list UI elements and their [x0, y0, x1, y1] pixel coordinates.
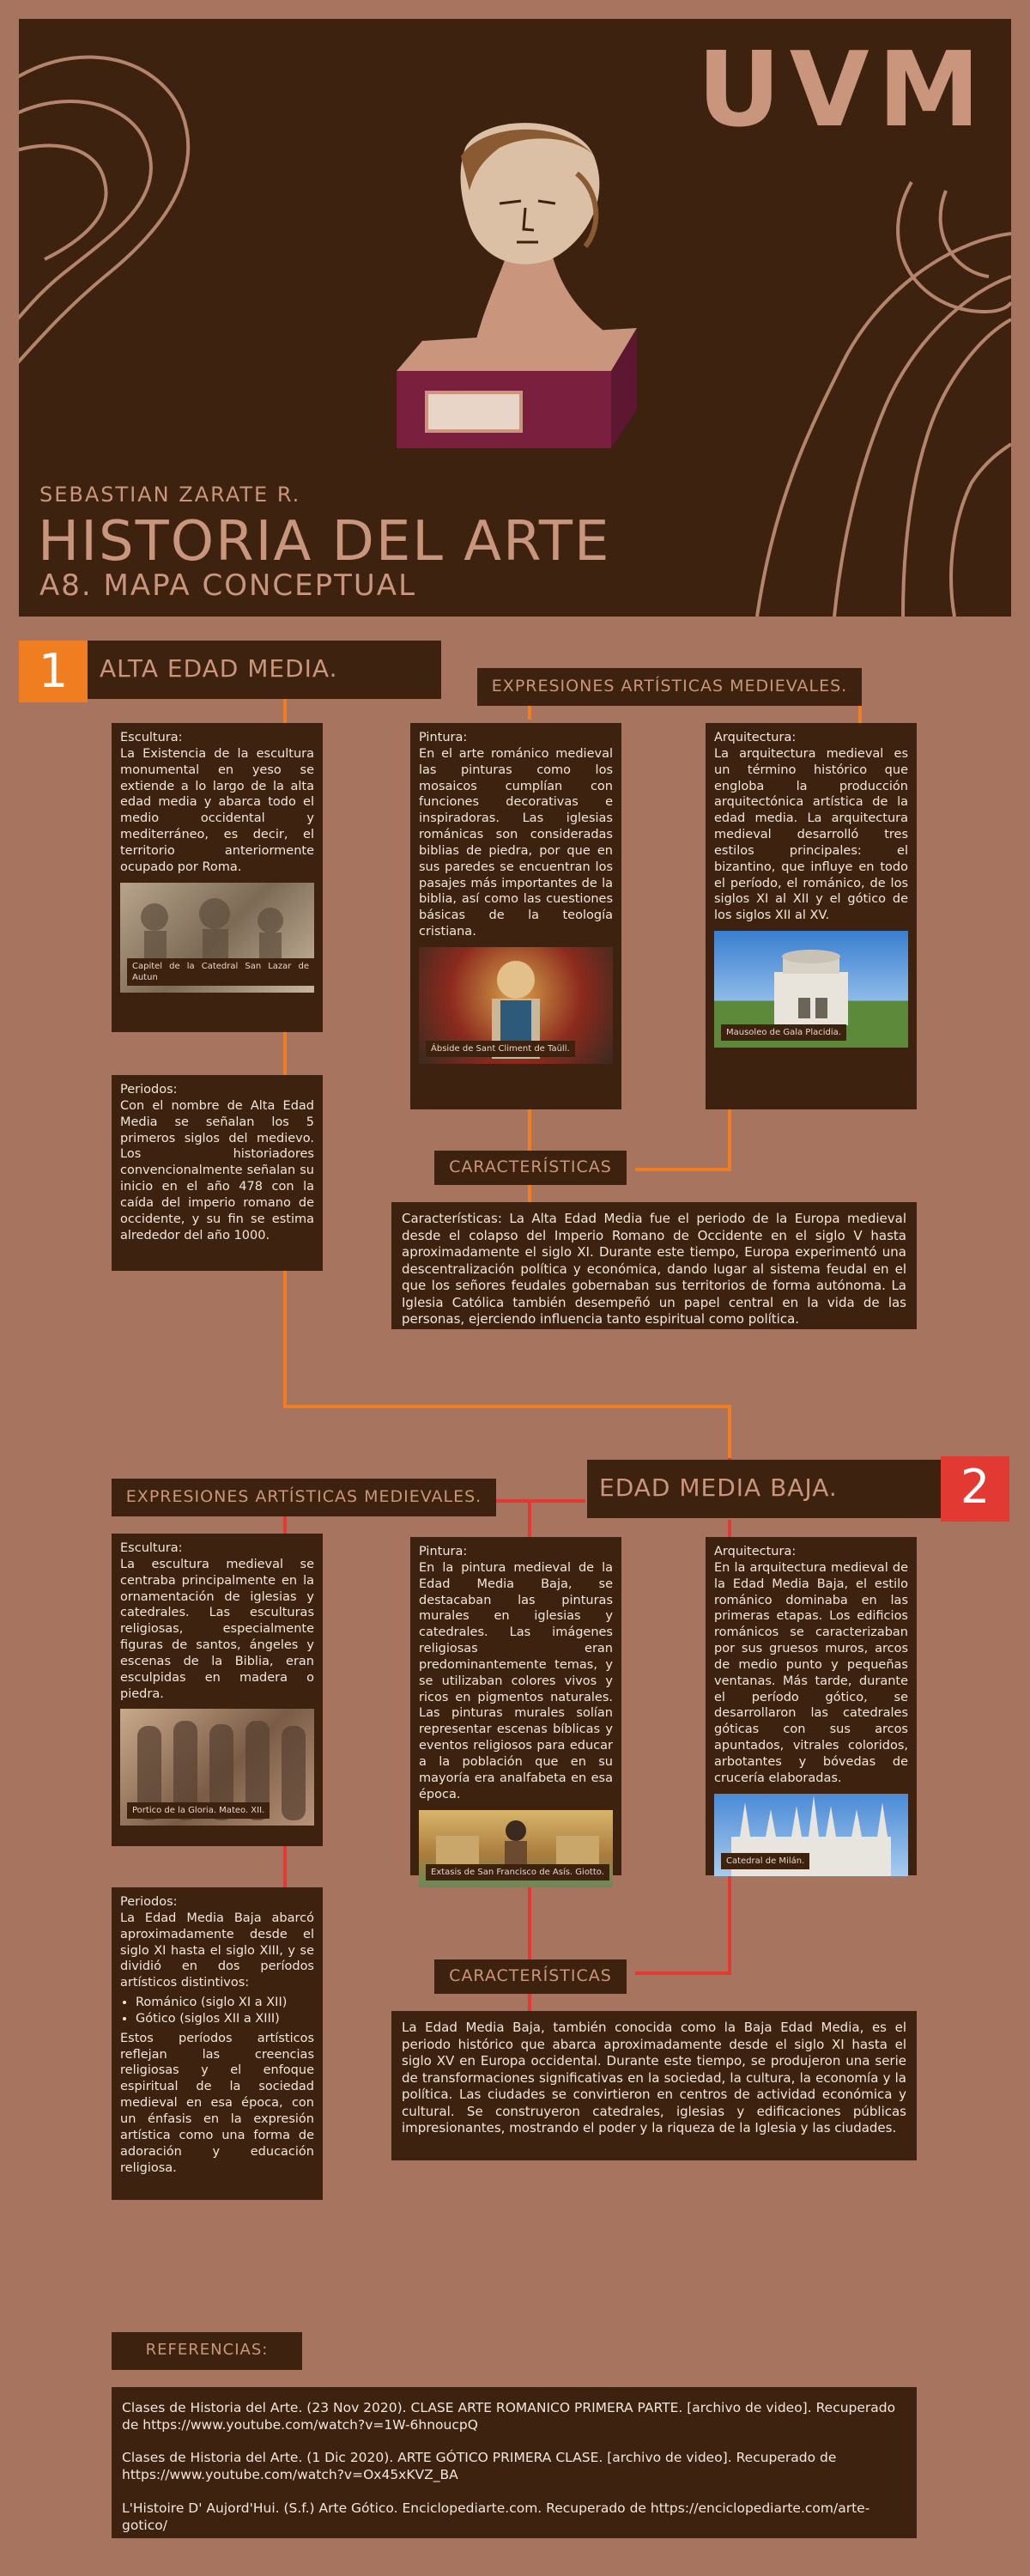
connector-line: [283, 1271, 287, 1408]
connector-line: [728, 1405, 731, 1463]
card-text: Con el nombre de Alta Edad Media se señalan los 5 primeros siglos del medievo. Los historiadores convencionalmente señalan su inicio en el año 478 con la caída del imperio romano de occidente, y su fin se estima alrededor del año 1000.: [120, 1098, 314, 1242]
reference-item: L'Histoire D' Aujord'Hui. (S.f.) Arte Gótico. Enciclopediarte.com. Recuperado de https://enciclopediarte.com/arte-gotico/: [122, 2500, 870, 2533]
giotto-photo: [419, 1810, 613, 1887]
references-label: REFERENCIAS:: [112, 2332, 302, 2370]
expressions-label: EXPRESIONES ARTÍSTICAS MEDIEVALES.: [477, 668, 862, 706]
caracteristicas-box: [391, 1202, 917, 1329]
author-name: SEBASTIAN ZARATE R.: [39, 483, 301, 507]
image-caption: Capitel de la Catedral San Lazar de Autun: [127, 958, 314, 986]
pintura-card: [410, 1537, 621, 1875]
cathedral-photo: [714, 1794, 908, 1876]
image-caption: Extasis de San Francisco de Asís. Giotto.: [426, 1864, 609, 1880]
card-heading: Arquitectura:: [714, 731, 797, 744]
caracteristicas-box: [391, 2011, 917, 2160]
connector-line: [528, 1992, 531, 2011]
section-number-badge: 2: [941, 1456, 1009, 1522]
escultura-card: [112, 1534, 323, 1846]
caracteristicas-text: Características: La Alta Edad Media fue el periodo de la Europa medieval desde el colapso del Imperio Romano de Occidente en el siglo V hasta aproximadamente el siglo XI. Durante este tiempo, Europa experimentó una descentralización política y económica, dando lugar al sistema feudal en el que los señores feudales gobernaban sus territorios de forma autónoma. La Iglesia Católica también desempeñó un papel central en la vida de las personas, ejerciendo influencia tanto espiritual como política.: [402, 1211, 906, 1327]
card-heading: Periodos:: [120, 1083, 178, 1097]
page-subtitle: A8. MAPA CONCEPTUAL: [39, 568, 417, 603]
card-text: En el arte románico medieval las pinturas como los mosaicos cumplían con funciones decorativas e inspiradoras. Las iglesias románicas son consideradas biblias de piedra, por que en sus paredes se encuentran los pasajes más importantes de la biblia, así como las cuestiones básicas de la teología cristiana.: [419, 746, 613, 939]
fresco-photo: [419, 947, 613, 1064]
image-caption: Ábside de Sant Climent de Taüll.: [426, 1041, 575, 1057]
page-title: HISTORIA DEL ARTE: [38, 510, 611, 574]
section-title: EDAD MEDIA BAJA.: [587, 1460, 941, 1518]
connector-line: [528, 1499, 531, 1537]
connector-line: [728, 1875, 731, 1973]
reference-item: Clases de Historia del Arte. (1 Dic 2020). ARTE GÓTICO PRIMERA CLASE. [archivo de video]. Recuperado de https://www.youtube.com/watch?v=Ox45xKVZ_BA: [122, 2450, 837, 2483]
section-title: ALTA EDAD MEDIA.: [88, 641, 441, 699]
uvm-logo: UVM: [697, 31, 989, 150]
caracteristicas-label: CARACTERÍSTICAS: [434, 1151, 627, 1185]
card-heading: Escultura:: [120, 731, 183, 744]
mausoleum-photo: [714, 931, 908, 1048]
arquitectura-card: [706, 723, 917, 1109]
card-text: En la arquitectura medieval de la Edad Media Baja, el estilo románico dominaba en las primeras etapas. Los edificios románicos se caracterizaban por sus gruesos muros, arcos de medio punto y pequeñas ventanas. Más tarde, durante el período gótico, se desarrollaron las catedrales góticas con sus arcos apuntados, vitrales coloridos, arbotantes y bóvedas de crucería elaboradas.: [714, 1560, 908, 1785]
connector-line: [635, 1971, 731, 1975]
connector-line: [728, 1109, 731, 1171]
expressions-label: EXPRESIONES ARTÍSTICAS MEDIEVALES.: [112, 1479, 496, 1516]
caracteristicas-label: CARACTERÍSTICAS: [434, 1959, 627, 1994]
card-text: La arquitectura medieval es un término histórico que engloba la producción arquitectónica artística de la edad media. La arquitectura medieval desarrolló tres estilos principales: el bizantino, que influye en todo el período, el románico, de los siglos XI al XII y el gótico de los siglos XII al XV.: [714, 746, 908, 923]
connector-line: [528, 1875, 531, 1961]
card-text: La Existencia de la escultura monumental en yeso se extiende a lo largo de la alta edad media y abarca todo el medio occidental y mediterráneo, es decir, el territorio anteriormente ocupado por Roma.: [120, 746, 314, 874]
sculpture-photo: [120, 883, 314, 993]
card-text: La Edad Media Baja abarcó aproximadamente desde el siglo XI hasta el siglo XIII, y se dividió en dos períodos artísticos distintivos:: [120, 1911, 314, 1990]
section-number-badge: 1: [19, 641, 88, 702]
connector-line: [283, 1030, 287, 1075]
list-item: • Románico (siglo XI a XII): [136, 1995, 314, 2011]
periodos-card: [112, 1075, 323, 1271]
image-caption: Portico de la Gloria. Mateo. XII.: [127, 1802, 270, 1819]
references-box: [112, 2387, 917, 2538]
periodos-card: [112, 1887, 323, 2200]
card-heading: Escultura:: [120, 1541, 183, 1555]
card-heading: Pintura:: [419, 1545, 468, 1558]
image-caption: Catedral de Milán.: [721, 1853, 809, 1869]
connector-line: [528, 1109, 531, 1151]
card-text: Estos períodos artísticos reflejan las creencias religiosas y el enfoque espiritual de la sociedad medieval en esa época, con un énfasis en la expresión artística como una forma de adoración y educación religiosa.: [120, 2031, 314, 2175]
header-banner: [19, 19, 1011, 617]
connector-line: [283, 1846, 287, 1887]
pintura-card: [410, 723, 621, 1109]
connector-line: [635, 1168, 731, 1171]
greek-bust-illustration: [379, 122, 671, 465]
reference-item: Clases de Historia del Arte. (23 Nov 2020). CLASE ARTE ROMANICO PRIMERA PARTE. [archivo de video]. Recuperado de https://www.youtube.com/watch?v=1W-6hnoucpQ: [122, 2400, 896, 2433]
card-heading: Arquitectura:: [714, 1545, 797, 1558]
card-heading: Pintura:: [419, 731, 468, 744]
connector-line: [728, 1520, 731, 1537]
connector-line: [283, 1405, 731, 1408]
connector-line: [283, 697, 287, 723]
list-item: • Gótico (siglos XII a XIII): [136, 2011, 314, 2027]
arquitectura-card: [706, 1537, 917, 1875]
card-text: En la pintura medieval de la Edad Media Baja, se destacaban las pinturas murales en iglesias y catedrales. Las imágenes religiosas eran predominantemente temas, y se utilizaban colores vivos y ricos en pigmentos naturales. Las pinturas murales solían representar escenas bíblicas y eventos religiosos para educar a la población que en su mayoría era analfabeta en esa época.: [419, 1560, 613, 1801]
card-text: La escultura medieval se centraba principalmente en la ornamentación de iglesias y catedrales. Las esculturas religiosas, especialmente figuras de santos, ángeles y escenas de la Biblia, eran esculpidas en madera o piedra.: [120, 1557, 314, 1701]
image-caption: Mausoleo de Gala Placidia.: [721, 1024, 846, 1041]
caracteristicas-text: La Edad Media Baja, también conocida como la Baja Edad Media, es el periodo histórico que abarca aproximadamente desde el siglo XI hasta el siglo XV en Europa occidental. Durante este tiempo, se produjeron una serie de transformaciones significativas en la sociedad, la cultura, la economía y la política. Las ciudades se convirtieron en centros de actividad económica y cultural. Se construyeron catedrales, iglesias y edificaciones públicas impresionantes, mostrando el poder y la riqueza de la Iglesia y las ciudades.: [402, 2020, 906, 2136]
escultura-card: [112, 723, 323, 1032]
card-heading: Periodos:: [120, 1895, 178, 1909]
connector-line: [528, 1183, 531, 1202]
periodos-list: [120, 1995, 314, 2027]
portico-photo: [120, 1709, 314, 1826]
